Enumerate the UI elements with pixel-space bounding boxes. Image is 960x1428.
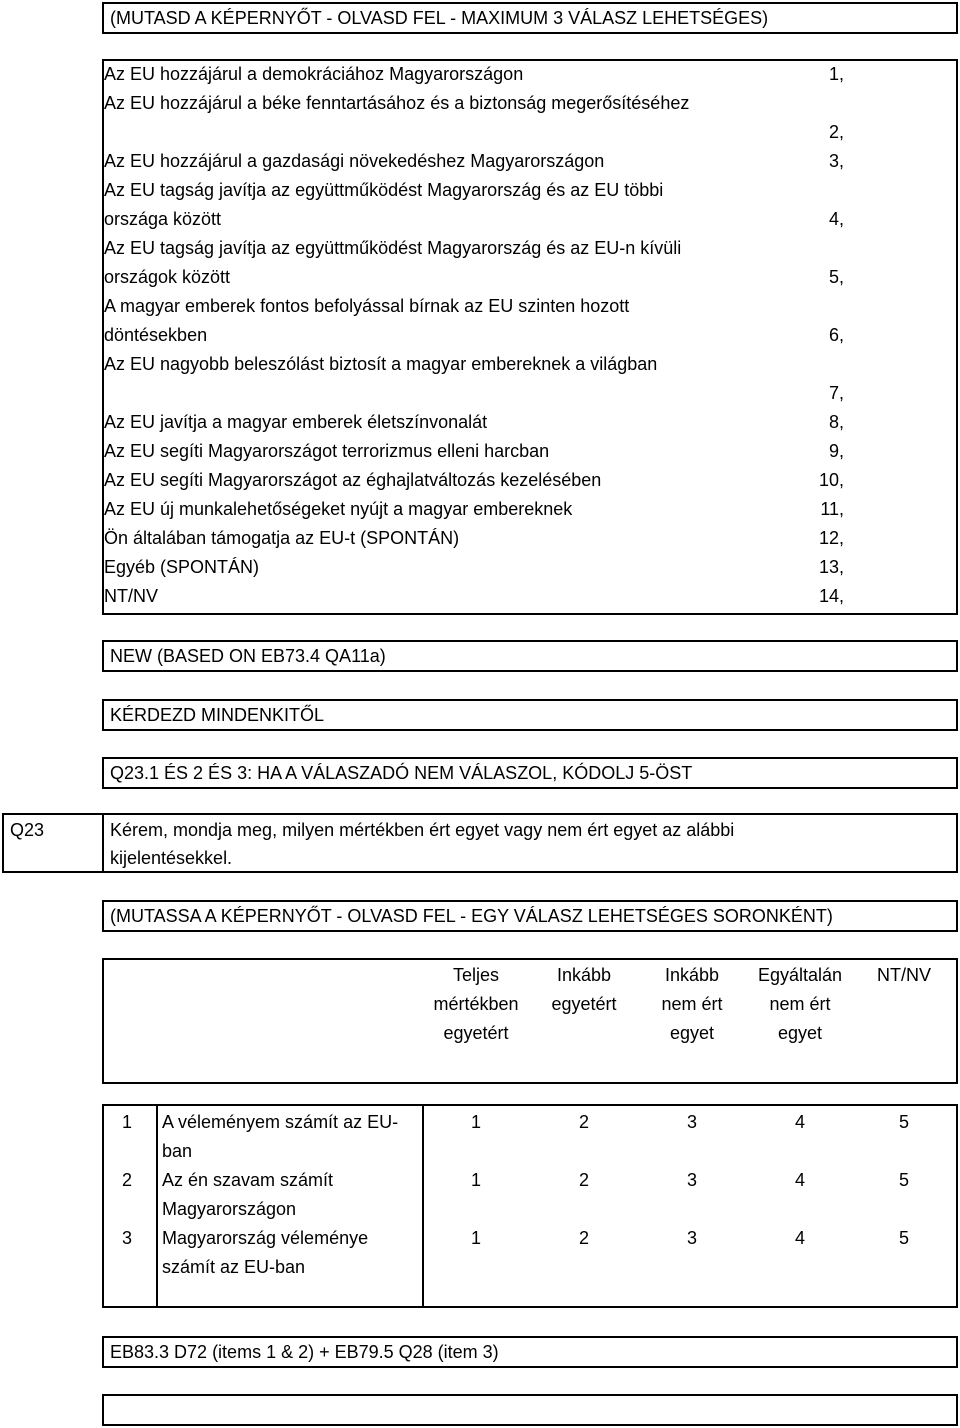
instruction-second: (MUTASSA A KÉPERNYŐT - OLVASD FEL - EGY VÁLASZ LEHETSÉGES SORONKÉNT) [110,906,833,926]
item-label-line1: Magyarország véleménye [162,1228,369,1248]
option-code: 9, [828,441,844,461]
list-item [104,553,844,582]
option-label: Az EU új munkalehetőségeket nyújt a magyar embereknek [104,499,573,519]
option-code: 6, [828,325,844,345]
option-code: 13, [818,557,844,577]
option-code: 3, [828,151,844,171]
list-item [104,408,844,437]
scale-code[interactable]: 3 [686,1228,697,1248]
item-label-line2: számít az EU-ban [162,1257,306,1277]
question-box [2,813,958,873]
new-note-box [102,640,958,672]
instruction-top-box [102,2,958,34]
item-label-line1: Az én szavam számít [162,1170,334,1190]
item-label-line2: Magyarországon [162,1199,297,1219]
option-label: Az EU segíti Magyarországot terrorizmus elleni harcban [104,441,550,461]
option-code: 5, [828,267,844,287]
list-item [104,60,844,89]
scale-header-box [102,958,958,1084]
option-code: 12, [818,528,844,548]
ask-all-box [102,699,958,731]
list-item [104,437,844,466]
scale-code[interactable]: 5 [898,1228,909,1248]
option-label: NT/NV [104,586,158,606]
scale-code[interactable]: 1 [470,1112,481,1132]
items-label-divider [422,1104,424,1308]
scale-code[interactable]: 2 [578,1112,589,1132]
scale-header-5: NT/NV [877,965,931,985]
list-item [104,89,844,147]
option-label: Az EU tagság javítja az együttműködést Magyarország és az EU-n kívüli országok között [104,238,682,287]
question-text-line1: Kérem, mondja meg, milyen mértékben ért egyet vagy nem ért egyet az alábbi [110,820,735,840]
item-number: 1 [122,1112,133,1132]
list-item [104,147,844,176]
list-item [104,292,844,350]
list-item [104,582,844,611]
scale-code[interactable]: 1 [470,1228,481,1248]
option-label: Ön általában támogatja az EU-t (SPONTÁN) [104,528,460,548]
option-code: 11, [820,499,844,519]
option-code: 10, [818,470,844,490]
instruction-second-box [102,900,958,932]
scale-header-3: Inkább nem ért egyet [661,965,723,1043]
question-id: Q23 [10,820,45,840]
list-item [104,234,844,292]
question-divider [102,813,104,873]
scale-header-2: Inkább egyetért [551,965,617,1014]
items-box [102,1104,958,1308]
option-label: Az EU hozzájárul a gazdasági növekedéshez Magyarországon [104,151,605,171]
item-label-line1: A véleményem számít az EU- [162,1112,399,1132]
ask-all: KÉRDEZD MINDENKITŐL [110,705,325,725]
scale-code[interactable]: 4 [794,1170,805,1190]
option-code: 7, [828,383,844,403]
item-number: 3 [122,1228,133,1248]
instruction-top: (MUTASD A KÉPERNYŐT - OLVASD FEL - MAXIMUM 3 VÁLASZ LEHETSÉGES) [110,8,769,28]
list-item [104,466,844,495]
option-code: 2, [828,122,844,142]
option-label: A magyar emberek fontos befolyással bírnak az EU szinten hozott döntésekben [104,296,630,345]
question-text-line2: kijelentésekkel. [110,848,233,868]
item-number: 2 [122,1170,133,1190]
q23-note: Q23.1 ÉS 2 ÉS 3: HA A VÁLASZADÓ NEM VÁLASZOL, KÓDOLJ 5-ÖST [110,763,693,783]
option-label: Az EU segíti Magyarországot az éghajlatváltozás kezelésében [104,470,602,490]
option-code: 8, [828,412,844,432]
source-note-box [102,1336,958,1368]
list-item [104,495,844,524]
scale-code[interactable]: 3 [686,1170,697,1190]
option-code: 14, [818,586,844,606]
option-label: Az EU nagyobb beleszólást biztosít a magyar embereknek a világban [104,354,658,374]
option-code: 1, [828,64,844,84]
scale-code[interactable]: 2 [578,1170,589,1190]
scale-header-1: Teljes mértékben egyetért [433,965,519,1043]
option-label: Az EU javítja a magyar emberek életszínvonalát [104,412,488,432]
list-item [104,350,844,408]
list-item [104,524,844,553]
scale-code[interactable]: 5 [898,1170,909,1190]
scale-code[interactable]: 5 [898,1112,909,1132]
option-label: Az EU hozzájárul a demokráciához Magyarországon [104,64,524,84]
option-label: Egyéb (SPONTÁN) [104,557,260,577]
option-label: Az EU hozzájárul a béke fenntartásához és a biztonság megerősítéséhez [104,93,690,113]
q23-note-box [102,757,958,789]
scale-code[interactable]: 4 [794,1228,805,1248]
scale-code[interactable]: 3 [686,1112,697,1132]
scale-header-4: Egyáltalán nem ért egyet [757,965,843,1043]
option-label: Az EU tagság javítja az együttműködést Magyarország és az EU többi országa között [104,180,664,229]
item-label-line2: ban [162,1141,193,1161]
scale-code[interactable]: 1 [470,1170,481,1190]
items-num-divider [156,1104,158,1308]
new-note: NEW (BASED ON EB73.4 QA11a) [110,646,386,666]
scale-code[interactable]: 4 [794,1112,805,1132]
scale-code[interactable]: 2 [578,1228,589,1248]
option-code: 4, [828,209,844,229]
source-note: EB83.3 D72 (items 1 & 2) + EB79.5 Q28 (item 3) [110,1342,499,1362]
empty-box [102,1394,958,1426]
list-item [104,176,844,234]
